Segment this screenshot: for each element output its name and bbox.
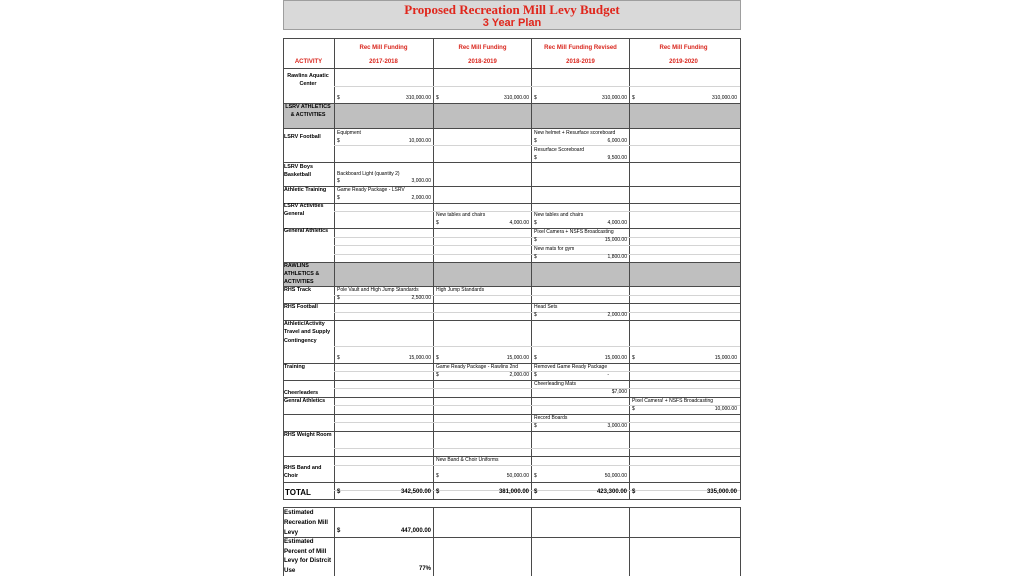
grid-line bbox=[283, 320, 741, 321]
grid-line bbox=[283, 162, 741, 163]
currency-symbol: $ bbox=[632, 355, 635, 361]
section-label-rawlins: RAWLINS ATHLETICS & ACTIVITIES bbox=[284, 263, 320, 285]
amount: 3,000.00 bbox=[607, 423, 627, 429]
row-label-lsrv-football: LSRV Football bbox=[284, 134, 321, 140]
amount: 15,000.00 bbox=[506, 355, 529, 361]
amount: 15,000.00 bbox=[604, 237, 627, 243]
grid-line bbox=[283, 38, 741, 39]
estimated-levy-value: 447,000.00 bbox=[400, 528, 431, 534]
amount: 6,000.00 bbox=[607, 138, 627, 144]
currency-symbol: $ bbox=[534, 423, 537, 429]
currency-symbol: $ bbox=[337, 195, 340, 201]
item-desc: Head Sets bbox=[534, 304, 558, 310]
currency-symbol: $ bbox=[436, 489, 440, 495]
amount: 10,000.00 bbox=[714, 406, 737, 412]
item-desc: Equipment bbox=[337, 130, 361, 136]
row-label-training: Training bbox=[284, 364, 305, 370]
currency-symbol: $ bbox=[436, 473, 439, 479]
item-desc: New mats for gym bbox=[534, 246, 575, 252]
currency-symbol: $ bbox=[534, 237, 537, 243]
grid-line bbox=[283, 203, 741, 204]
row-label-lsrv-boys-basketball: LSRV Boys Basketball bbox=[284, 164, 313, 179]
total-label: TOTAL bbox=[285, 488, 311, 497]
grid-line bbox=[283, 499, 741, 500]
grid-line bbox=[283, 456, 741, 457]
grid-line bbox=[740, 507, 741, 576]
amount: 15,000.00 bbox=[604, 355, 627, 361]
col2-header-line2: 2018-2019 bbox=[468, 59, 497, 65]
grid-line bbox=[283, 228, 741, 229]
grid-line bbox=[283, 431, 741, 432]
item-desc: New helmet + Resurface scoreboard bbox=[534, 130, 616, 136]
item-desc: New tables and chairs bbox=[534, 212, 584, 218]
currency-symbol: $ bbox=[337, 355, 340, 361]
grid-line bbox=[433, 507, 434, 576]
activity-header: ACTIVITY bbox=[294, 59, 323, 65]
currency-symbol: $ bbox=[337, 178, 340, 184]
item-desc: Pole Vault and High Jump Standards bbox=[337, 287, 419, 293]
currency-symbol: $ bbox=[337, 138, 340, 144]
grid-line bbox=[283, 380, 741, 381]
row-label-rhs-football: RHS Football bbox=[284, 304, 318, 310]
grid-line bbox=[531, 507, 532, 576]
sub-row-line bbox=[334, 388, 740, 389]
currency-symbol: $ bbox=[534, 312, 537, 318]
grid-line bbox=[283, 537, 741, 538]
currency-symbol: $ bbox=[337, 95, 340, 101]
item-desc: Removed Game Ready Package bbox=[534, 364, 608, 370]
sub-row-line bbox=[334, 448, 740, 449]
estimated-levy-label: Estimated Recreation Mill Levy bbox=[284, 509, 329, 536]
item-desc: New Band & Choir Uniforms bbox=[436, 457, 499, 463]
rawlins-section-fill bbox=[334, 262, 741, 286]
col1-header-line1: Rec Mill Funding bbox=[359, 45, 408, 51]
page-subtitle: 3 Year Plan bbox=[482, 17, 542, 29]
grid-line bbox=[283, 414, 741, 415]
sub-row-line bbox=[334, 422, 740, 423]
amount: 9,500.00 bbox=[607, 155, 627, 161]
sub-row-line bbox=[334, 371, 740, 372]
grid-line bbox=[283, 507, 741, 508]
item-desc: High Jump Standards bbox=[436, 287, 485, 293]
currency-symbol: $ bbox=[534, 254, 537, 260]
grid-line bbox=[283, 103, 741, 104]
amount: 2,000.00 bbox=[509, 372, 529, 378]
item-desc: Resurface Scoreboard bbox=[534, 147, 585, 153]
amount: - bbox=[607, 372, 609, 378]
total-2018-2019-revised: 423,300.00 bbox=[596, 489, 627, 495]
lsrv-section-fill bbox=[334, 103, 741, 128]
col2-header-line1: Rec Mill Funding bbox=[458, 45, 507, 51]
title-block bbox=[283, 0, 741, 30]
item-desc: Pixel Camera + NSFS Broadcasting bbox=[534, 229, 614, 235]
amount: 310,000.00 bbox=[601, 95, 627, 101]
sub-row-line bbox=[334, 237, 740, 238]
row-label-weight-room: RHS Weight Room bbox=[284, 432, 332, 438]
currency-symbol: $ bbox=[337, 528, 341, 534]
amount: 2,000.00 bbox=[607, 312, 627, 318]
budget-sheet bbox=[283, 0, 741, 576]
currency-symbol: $ bbox=[337, 489, 341, 495]
amount: 2,500.00 bbox=[411, 295, 431, 301]
currency-symbol: $ bbox=[534, 155, 537, 161]
grid-line bbox=[283, 68, 741, 69]
col3-header-line1: Rec Mill Funding Revised bbox=[544, 45, 617, 51]
currency-symbol: $ bbox=[534, 95, 537, 101]
section-label-lsrv: LSRV ATHLETICS & ACTIVITIES bbox=[285, 104, 331, 118]
grid-line bbox=[334, 507, 335, 576]
currency-symbol: $ bbox=[534, 372, 537, 378]
currency-symbol: $ bbox=[534, 220, 537, 226]
amount: $7,000 bbox=[611, 389, 627, 395]
col3-header-line2: 2018-2019 bbox=[566, 59, 595, 65]
currency-symbol: $ bbox=[534, 138, 537, 144]
sub-row-line bbox=[334, 346, 740, 347]
amount: 2,000.00 bbox=[411, 195, 431, 201]
grid-line bbox=[283, 482, 741, 483]
page-title: Proposed Recreation Mill Levy Budget bbox=[404, 2, 620, 17]
row-label-band-choir: RHS Band and Choir bbox=[284, 465, 322, 480]
amount: 50,000.00 bbox=[506, 473, 529, 479]
row-label-lsrv-activities: LSRV Activities General bbox=[284, 203, 324, 218]
currency-symbol: $ bbox=[534, 473, 537, 479]
row-label-athletic-training: Athletic Training bbox=[284, 187, 327, 193]
grid-line bbox=[283, 128, 741, 129]
amount: 310,000.00 bbox=[405, 95, 431, 101]
amount: 15,000.00 bbox=[714, 355, 737, 361]
row-label-general-athletics: General Athletics bbox=[284, 228, 329, 234]
item-desc: Backboard Light (quantity 2) bbox=[337, 171, 400, 177]
sub-row-line bbox=[334, 465, 740, 466]
currency-symbol: $ bbox=[337, 295, 340, 301]
currency-symbol: $ bbox=[534, 355, 537, 361]
col1-header-line2: 2017-2018 bbox=[369, 59, 398, 65]
amount: 4,000.00 bbox=[509, 220, 529, 226]
item-desc: Game Ready Package - LSRV bbox=[337, 187, 405, 193]
sub-row-line bbox=[334, 312, 740, 313]
sub-row-line bbox=[334, 145, 740, 146]
total-2019-2020: 335,000.00 bbox=[706, 489, 737, 495]
sub-row-line bbox=[334, 86, 740, 87]
row-label-aquatic: Rawlins Aquatic Center bbox=[287, 73, 329, 88]
item-desc: Record Boards bbox=[534, 415, 568, 421]
grid-line bbox=[283, 303, 741, 304]
item-desc: New tables and chairs bbox=[436, 212, 486, 218]
percent-use-value: 77% bbox=[418, 566, 431, 572]
total-2017-2018: 342,500.00 bbox=[400, 489, 431, 495]
sub-row-line bbox=[334, 405, 740, 406]
row-label-cheerleaders: Cheerleaders bbox=[284, 390, 319, 396]
currency-symbol: $ bbox=[534, 489, 538, 495]
row-label-general-athletics-2: Genral Athletics bbox=[284, 398, 326, 404]
col4-header-line1: Rec Mill Funding bbox=[659, 45, 708, 51]
amount: 50,000.00 bbox=[604, 473, 627, 479]
currency-symbol: $ bbox=[436, 220, 439, 226]
grid-line bbox=[629, 507, 630, 576]
currency-symbol: $ bbox=[436, 372, 439, 378]
total-2018-2019: 381,000.00 bbox=[498, 489, 529, 495]
amount: 310,000.00 bbox=[711, 95, 737, 101]
amount: 1,800.00 bbox=[607, 254, 627, 260]
amount: 4,000.00 bbox=[607, 220, 627, 226]
row-label-contingency: Athletic/Activity Travel and Supply Contingency bbox=[284, 321, 331, 344]
currency-symbol: $ bbox=[632, 489, 636, 495]
row-label-rhs-track: RHS Track bbox=[284, 287, 311, 293]
col4-header-line2: 2019-2020 bbox=[669, 59, 698, 65]
grid-line bbox=[283, 262, 741, 263]
currency-symbol: $ bbox=[632, 406, 635, 412]
currency-symbol: $ bbox=[436, 95, 439, 101]
amount: 10,000.00 bbox=[408, 138, 431, 144]
item-desc: Game Ready Package - Rawlins 2nd bbox=[436, 364, 518, 370]
sub-row-line bbox=[334, 254, 740, 255]
amount: 310,000.00 bbox=[503, 95, 529, 101]
currency-symbol: $ bbox=[632, 95, 635, 101]
item-desc: Pixel Camera! + NSFS Broadcasting bbox=[632, 398, 714, 404]
amount: 3,000.00 bbox=[411, 178, 431, 184]
percent-use-label: Estimated Percent of Mill Levy for Distrcit Use bbox=[284, 538, 332, 575]
amount: 15,000.00 bbox=[408, 355, 431, 361]
currency-symbol: $ bbox=[436, 355, 439, 361]
item-desc: Cheerleading Mats bbox=[534, 381, 576, 387]
